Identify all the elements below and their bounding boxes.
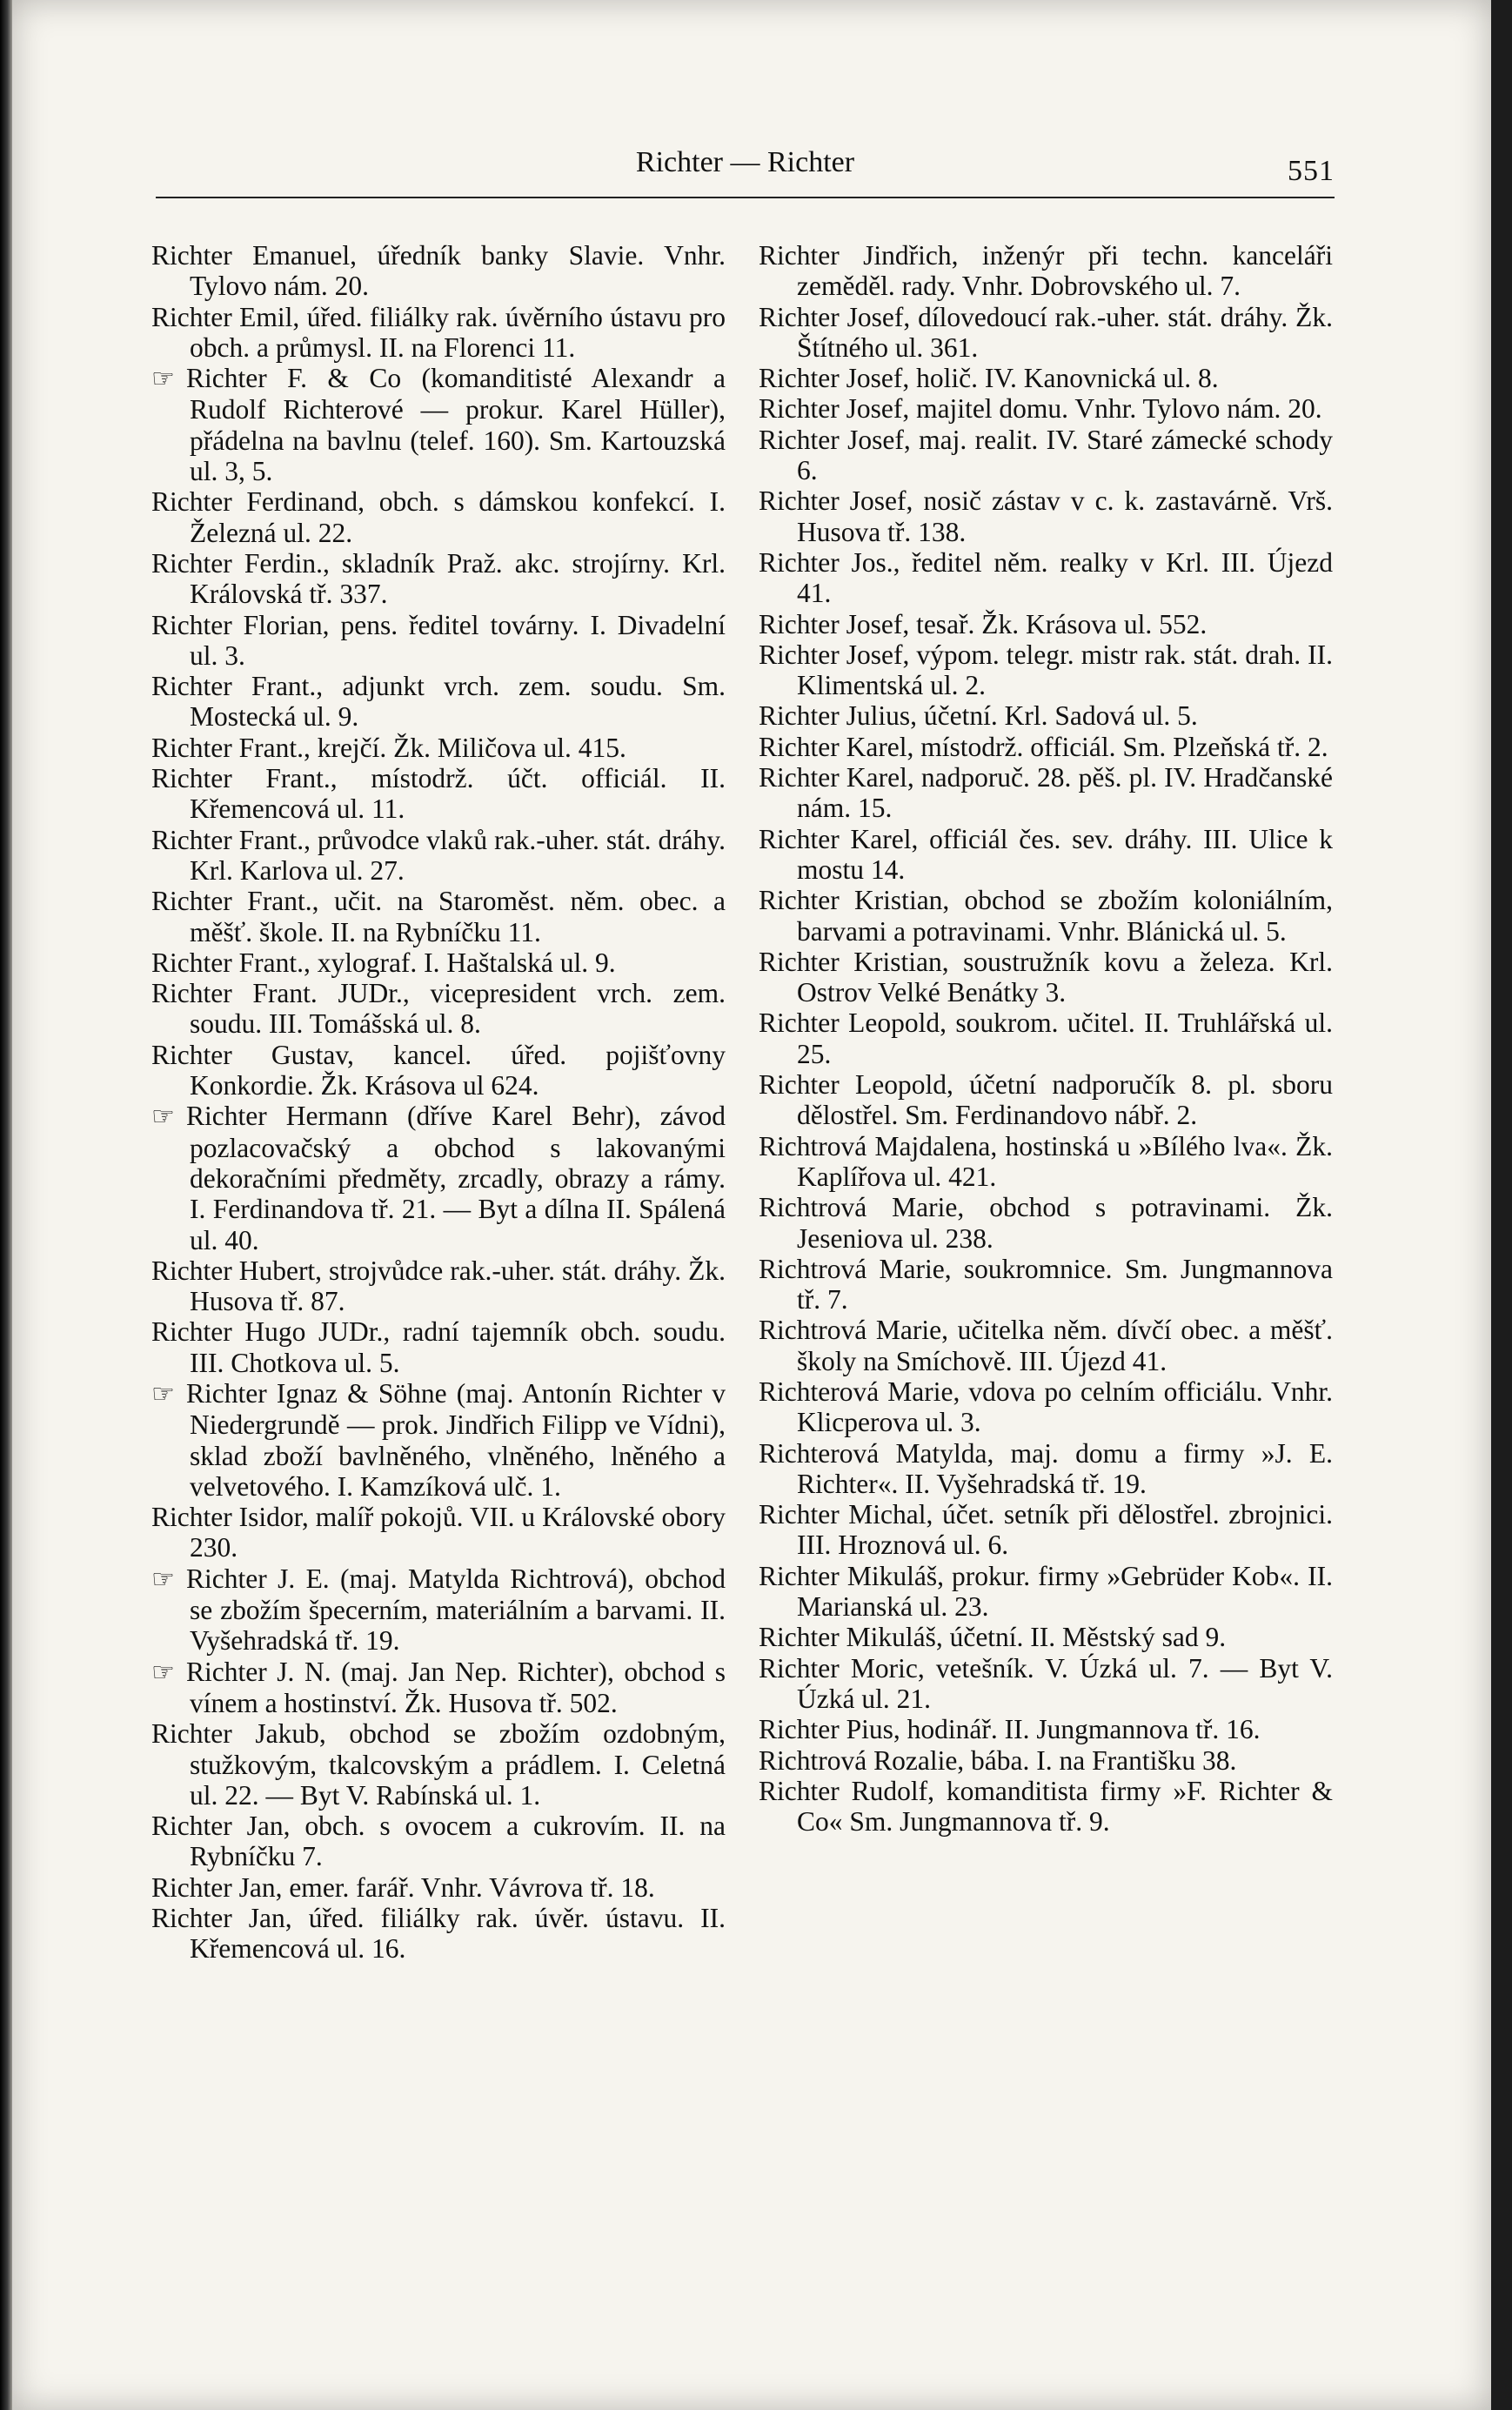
entry-text: Richter Hermann (dříve Karel Behr), závod pozlacovačský a obchod s lakovanými dekoračními předměty, zrcadly, obrazy a rámy. I. Ferdinandova tř. 21. — Byt a dílna II. Spálená ul. 40.: [186, 1101, 726, 1255]
directory-entry: [759, 762, 1333, 824]
directory-entry: [759, 1131, 1333, 1193]
pointing-hand-icon: ☞: [151, 1101, 175, 1133]
directory-entry: [151, 1040, 726, 1101]
entry-text: Richter Jos., ředitel něm. realky v Krl. III. Újezd 41.: [759, 546, 1333, 609]
entry-text: Richter Frant., krejčí. Žk. Miličova ul. 415.: [151, 732, 626, 763]
directory-entry: [759, 824, 1333, 886]
directory-entry: [759, 700, 1333, 731]
page-edge-shadow: [0, 0, 12, 2410]
entry-text: Richtrová Rozalie, bába. I. na Františku 38.: [759, 1744, 1237, 1776]
entry-text: Richtrová Marie, učitelka něm. dívčí obec. a měšť. školy na Smíchově. III. Újezd 41.: [759, 1315, 1333, 1376]
entry-text: Richter Frant., místodrž. účt. officiál. II. Křemencová ul. 11.: [151, 763, 726, 825]
directory-entry: [151, 610, 726, 672]
header-rule: [156, 197, 1335, 198]
directory-entry: [151, 763, 726, 825]
directory-entry: [759, 1622, 1333, 1652]
entry-text: Richter Josef, nosič zástav v c. k. zastavárně. Vrš. Husova tř. 138.: [759, 485, 1333, 547]
entry-text: Richter Hubert, strojvůdce rak.-uher. stát. dráhy. Žk. Husova tř. 87.: [151, 1255, 726, 1317]
entry-text: Richter Karel, officiál čes. sev. dráhy. III. Ulice k mostu 14.: [759, 823, 1333, 885]
entry-text: Richter Josef, dílovedoucí rak.-uher. stát. dráhy. Žk. Štítného ul. 361.: [759, 301, 1333, 363]
directory-entry: [151, 1903, 726, 1965]
directory-entry: [151, 825, 726, 887]
directory-entry: [151, 1378, 726, 1502]
directory-entry: [759, 547, 1333, 609]
entry-text: Richter Leopold, účetní nadporučík 8. pl. sboru dělostřel. Sm. Ferdinandovo nábř. 2.: [759, 1069, 1333, 1131]
directory-page: [12, 0, 1491, 2410]
entry-text: Richter Frant., xylograf. I. Haštalská ul. 9.: [151, 947, 616, 978]
directory-entry: [759, 1192, 1333, 1254]
entry-text: Richter Julius, účetní. Krl. Sadová ul. 5.: [759, 700, 1198, 732]
directory-entry: [759, 1069, 1333, 1131]
directory-entry: [759, 1561, 1333, 1623]
entry-text: Richter Ferdin., skladník Praž. akc. strojírny. Krl. Královská tř. 337.: [151, 547, 726, 610]
directory-entry: [151, 1657, 726, 1719]
directory-entry: [151, 486, 726, 548]
directory-entry: [759, 363, 1333, 393]
running-header: [156, 146, 1335, 198]
entry-text: Richter F. & Co (komanditisté Alexandr a Rudolf Richterové — prokur. Karel Hüller), přádelna na bavlnu (telef. 160). Sm. Kartouzská ul. 3, 5.: [186, 363, 726, 487]
entry-text: Richter Pius, hodinář. II. Jungmannova tř. 16.: [759, 1714, 1261, 1745]
directory-entry: [759, 1499, 1333, 1561]
entry-text: Richter Jan, obch. s ovocem a cukrovím. II. na Rybníčku 7.: [151, 1811, 726, 1872]
right-column: [759, 240, 1333, 1837]
entry-text: Richter Karel, místodrž. officiál. Sm. Plzeňská tř. 2.: [759, 731, 1328, 762]
directory-entry: [759, 302, 1333, 364]
directory-entry: [759, 1745, 1333, 1776]
directory-entry: [151, 1316, 726, 1378]
directory-entry: [151, 1811, 726, 1872]
directory-entry: [151, 671, 726, 733]
directory-entry: [151, 1718, 726, 1811]
directory-entry: [759, 732, 1333, 762]
pointing-hand-icon: ☞: [151, 364, 175, 395]
directory-entry: [759, 1714, 1333, 1744]
entry-text: Richter Jan, úřed. filiálky rak. úvěr. ústavu. II. Křemencová ul. 16.: [151, 1903, 726, 1965]
directory-entry: [759, 885, 1333, 947]
entry-text: Richter Hugo JUDr., radní tajemník obch. soudu. III. Chotkova ul. 5.: [151, 1316, 726, 1378]
entry-text: Richter Jan, emer. farář. Vnhr. Vávrova tř. 18.: [151, 1871, 655, 1903]
entry-text: Richter Karel, nadporuč. 28. pěš. pl. IV. Hradčanské nám. 15.: [759, 762, 1333, 824]
directory-entry: [759, 1653, 1333, 1715]
entry-text: Richtrová Marie, obchod s potravinami. Žk. Jeseniova ul. 238.: [759, 1192, 1333, 1254]
entry-text: Richter Rudolf, komanditista firmy »F. Richter & Co« Sm. Jungmannova tř. 9.: [759, 1775, 1333, 1838]
directory-entry: [151, 1502, 726, 1563]
directory-entry: [151, 1563, 726, 1657]
left-column: [151, 240, 726, 1965]
page-number: 551: [1288, 155, 1335, 187]
directory-entry: [759, 1776, 1333, 1838]
entry-text: Richter Moric, vetešník. V. Úzká ul. 7. — Byt V. Úzká ul. 21.: [759, 1652, 1333, 1714]
directory-entry: [151, 548, 726, 610]
entry-text: Richter Frant. JUDr., vicepresident vrch. zem. soudu. III. Tomášská ul. 8.: [151, 978, 726, 1040]
directory-entry: [151, 1872, 726, 1903]
entry-text: Richter Frant., učit. na Staroměst. něm. obec. a měšť. škole. II. na Rybníčku 11.: [151, 886, 726, 947]
directory-entry: [151, 302, 726, 364]
header-title: Richter — Richter: [635, 146, 855, 178]
directory-entry: [759, 1438, 1333, 1500]
entry-text: Richter Florian, pens. ředitel továrny. I. Divadelní ul. 3.: [151, 609, 726, 671]
entry-text: Richterová Marie, vdova po celním officiálu. Vnhr. Klicperova ul. 3.: [759, 1376, 1333, 1438]
directory-entry: [759, 1254, 1333, 1315]
directory-entry: [151, 1101, 726, 1255]
directory-entry: [759, 485, 1333, 547]
entry-text: Richter Emil, úřed. filiálky rak. úvěrního ústavu pro obch. a průmysl. II. na Florenci 11.: [151, 301, 726, 363]
entry-text: Richtrová Majdalena, hostinská u »Bílého lva«. Žk. Kaplířova ul. 421.: [759, 1130, 1333, 1192]
entry-text: Richter Josef, výpom. telegr. mistr rak. stát. drah. II. Klimentská ul. 2.: [759, 639, 1333, 701]
directory-entry: [151, 733, 726, 763]
directory-entry: [151, 363, 726, 486]
entry-text: Richter Frant., adjunkt vrch. zem. soudu. Sm. Mostecká ul. 9.: [151, 671, 726, 733]
entry-text: Richter Kristian, obchod se zbožím koloniálním, barvami a potravinami. Vnhr. Blánická ul. 5.: [759, 885, 1333, 947]
directory-entry: [759, 1376, 1333, 1438]
entry-text: Richter Mikuláš, účetní. II. Městský sad 9.: [759, 1622, 1227, 1653]
entry-text: Richter Isidor, malíř pokojů. VII. u Královské obory 230.: [151, 1502, 726, 1563]
entry-text: Richter Ignaz & Söhne (maj. Antonín Richter v Niedergrundě — prok. Jindřich Filipp ve Vídni), sklad zboží bavlněného, vlněného, lněného a velvetového. I. Kamzíková ulč. 1.: [186, 1377, 726, 1502]
directory-entry: [151, 1255, 726, 1317]
pointing-hand-icon: ☞: [151, 1563, 175, 1595]
entry-text: Richter J. E. (maj. Matylda Richtrová), obchod se zbožím špecerním, materiálním a barvami. II. Vyšehradská tř. 19.: [186, 1563, 726, 1657]
directory-entry: [759, 947, 1333, 1008]
pointing-hand-icon: ☞: [151, 1657, 175, 1688]
entry-text: Richter Josef, majitel domu. Vnhr. Tylovo nám. 20.: [759, 393, 1322, 425]
entry-text: Richter Michal, účet. setník při dělostřel. zbrojnici. III. Hroznová ul. 6.: [759, 1499, 1333, 1561]
entry-text: Richter Kristian, soustružník kovu a železa. Krl. Ostrov Velké Benátky 3.: [759, 946, 1333, 1008]
entry-text: Richter Gustav, kancel. úřed. pojišťovny Konkordie. Žk. Krásova ul 624.: [151, 1039, 726, 1101]
pointing-hand-icon: ☞: [151, 1378, 175, 1409]
entry-text: Richter Leopold, soukrom. učitel. II. Truhlářská ul. 25.: [759, 1008, 1333, 1069]
entry-text: Richter Mikuláš, prokur. firmy »Gebrüder Kob«. II. Marianská ul. 23.: [759, 1560, 1333, 1623]
entry-text: Richter Josef, holič. IV. Kanovnická ul. 8.: [759, 363, 1219, 394]
directory-entry: [151, 886, 726, 947]
entry-text: Richtrová Marie, soukromnice. Sm. Jungmannova tř. 7.: [759, 1253, 1333, 1315]
directory-entry: [151, 978, 726, 1040]
directory-entry: [759, 1008, 1333, 1069]
directory-entry: [151, 240, 726, 302]
directory-entry: [759, 240, 1333, 302]
entry-text: Richter Josef, tesař. Žk. Krásova ul. 552.: [759, 608, 1208, 639]
entry-text: Richter Frant., průvodce vlaků rak.-uher. stát. dráhy. Krl. Karlova ul. 27.: [151, 824, 726, 886]
entry-text: Richter Jindřich, inženýr při techn. kanceláři zeměděl. rady. Vnhr. Dobrovského ul. 7.: [759, 240, 1333, 302]
entry-text: Richter Emanuel, úředník banky Slavie. Vnhr. Tylovo nám. 20.: [151, 240, 726, 302]
directory-entry: [759, 425, 1333, 486]
directory-entry: [759, 1315, 1333, 1376]
directory-entry: [759, 639, 1333, 701]
directory-entry: [759, 609, 1333, 639]
entry-text: Richter Josef, maj. realit. IV. Staré zámecké schody 6.: [759, 424, 1333, 486]
entry-text: Richter Ferdinand, obch. s dámskou konfekcí. I. Železná ul. 22.: [151, 486, 726, 548]
entry-text: Richterová Matylda, maj. domu a firmy »J. E. Richter«. II. Vyšehradská tř. 19.: [759, 1437, 1333, 1499]
entry-text: Richter Jakub, obchod se zbožím ozdobným, stužkovým, tkalcovským a prádlem. I. Celetná ul. 22. — Byt V. Rabínská ul. 1.: [151, 1718, 726, 1811]
directory-entry: [151, 947, 726, 978]
entry-text: Richter J. N. (maj. Jan Nep. Richter), obchod s vínem a hostinství. Žk. Husova tř. 502.: [186, 1656, 726, 1718]
directory-entry: [759, 393, 1333, 424]
